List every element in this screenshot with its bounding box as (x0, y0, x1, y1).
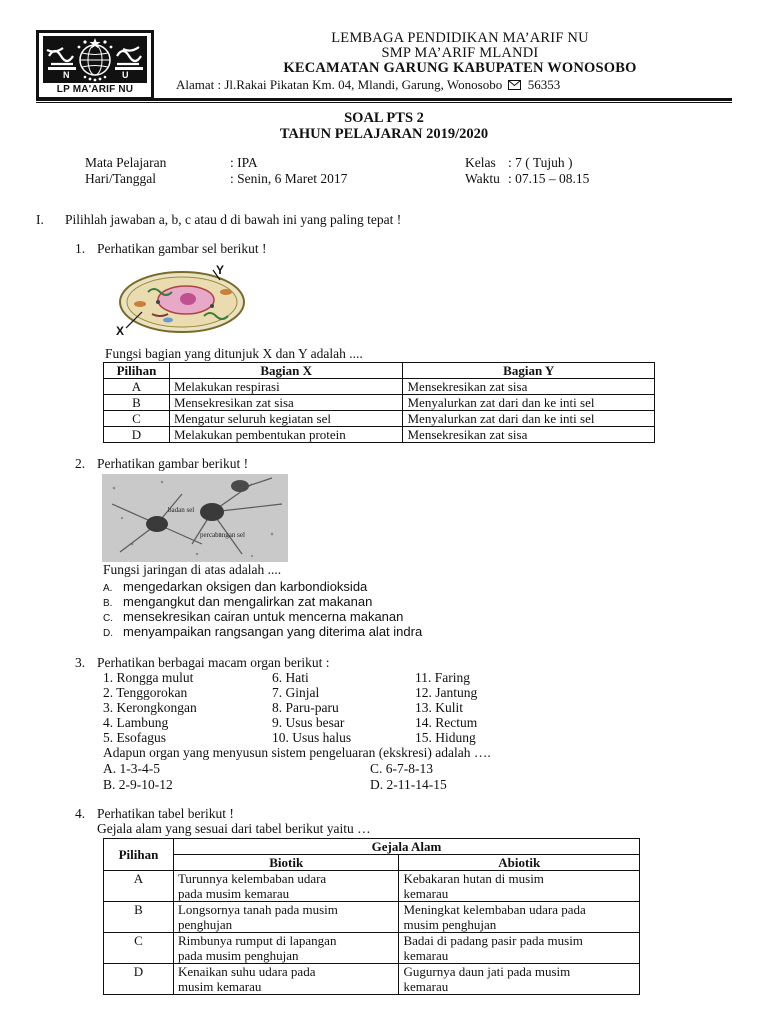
option-letter: D. (103, 628, 113, 639)
choice-letter: A (104, 379, 170, 395)
q3-question: Adapun organ yang menyusun sistem pengeluaran (ekskresi) adalah …. (103, 745, 491, 760)
choice-letter: C (104, 933, 174, 964)
class-label: Kelas (465, 155, 496, 170)
biotik-cell (173, 964, 399, 995)
cell-line: musim penghujan (403, 917, 497, 932)
class-value: : 7 ( Tujuh ) (508, 155, 573, 170)
bagian-x-cell: Mengatur seluruh kegiatan sel (169, 411, 403, 427)
cell-line: Turunnya kelembaban udara (177, 871, 327, 886)
organ-item: 10. Usus halus (272, 730, 352, 745)
bagian-x-cell: Melakukan pembentukan protein (169, 427, 403, 443)
q1-text: Perhatikan gambar sel berikut ! (97, 241, 267, 256)
choice-letter: C (104, 411, 170, 427)
cell-line: musim kemarau (177, 979, 262, 994)
school-logo (36, 30, 154, 100)
subject-value: : IPA (230, 155, 258, 170)
option-text: menyampaikan rangsangan yang diterima alat indra (123, 624, 423, 639)
neuron-micrograph (102, 474, 288, 562)
academic-year: TAHUN PELAJARAN 2019/2020 (279, 126, 489, 142)
q2-question: Fungsi jaringan di atas adalah .... (103, 562, 282, 577)
option-text: mengangkut dan mengalirkan zat makanan (123, 594, 373, 609)
table-row (104, 379, 655, 395)
cell-label-y: Y (216, 263, 225, 277)
abiotik-cell (399, 902, 640, 933)
organ-item: 12. Jantung (415, 685, 478, 700)
q3-option-a[interactable]: A. 1-3-4-5 (103, 761, 160, 776)
cell-label-x: X (116, 324, 125, 338)
q2-option-d[interactable] (103, 624, 422, 640)
option-text: mengedarkan oksigen dan karbondioksida (123, 579, 368, 594)
cell-line: Meningkat kelembaban udara pada (403, 902, 586, 917)
cell-line: penghujan (177, 917, 233, 932)
choice-letter: A (104, 871, 174, 902)
abiotik-cell (399, 964, 640, 995)
logo-letter-n: N (63, 70, 70, 80)
cell-line: kemarau (403, 948, 449, 963)
header-gejala-alam: Gejala Alam (173, 839, 639, 855)
q4-number: 4. (75, 806, 86, 821)
organ-item: 8. Paru-paru (272, 700, 339, 715)
cell-line: Kebakaran hutan di musim (403, 871, 544, 886)
header-abiotik: Abiotik (399, 855, 640, 871)
bagian-y-cell: Menyalurkan zat dari dan ke inti sel (403, 411, 655, 427)
table-row (104, 871, 640, 902)
option-text: mensekresikan cairan untuk mencerna makanan (123, 609, 404, 624)
organ-item: 13. Kulit (415, 700, 464, 715)
image-label-cell-body: badan sel (168, 506, 195, 514)
image-label-branch: percabangan sel (200, 531, 245, 539)
date-label: Hari/Tanggal (85, 171, 157, 186)
table-row (104, 427, 655, 443)
biotik-cell (173, 933, 399, 964)
cell-line: Gugurnya daun jati pada musim (403, 964, 571, 979)
q2-option-c[interactable] (103, 609, 403, 625)
organ-item: 3. Kerongkongan (103, 700, 197, 715)
header-divider-thin (36, 102, 732, 103)
biotik-cell (173, 902, 399, 933)
bagian-y-cell: Menyalurkan zat dari dan ke inti sel (403, 395, 655, 411)
table-row (104, 411, 655, 427)
organ-item: 7. Ginjal (272, 685, 320, 700)
animal-cell-image (108, 262, 258, 338)
q4-text: Perhatikan tabel berikut ! (97, 806, 234, 821)
organ-item: 1. Rongga mulut (103, 670, 194, 685)
cell-line: kemarau (403, 979, 449, 994)
organ-item: 11. Faring (415, 670, 470, 685)
q3-text: Perhatikan berbagai macam organ berikut : (97, 655, 330, 670)
q2-option-a[interactable] (103, 579, 367, 595)
institution-name: LEMBAGA PENDIDIKAN MA’ARIF NU (331, 30, 589, 46)
q4-answer-table (103, 838, 640, 995)
cell-line: Longsornya tanah pada musim (177, 902, 338, 917)
logo-emblem (43, 36, 147, 83)
date-value: : Senin, 6 Maret 2017 (230, 171, 348, 186)
organ-item: 5. Esofagus (103, 730, 166, 745)
subject-label: Mata Pelajaran (85, 155, 167, 170)
organ-item: 4. Lambung (103, 715, 169, 730)
q1-question: Fungsi bagian yang ditunjuk X dan Y adalah .... (105, 346, 363, 361)
section-number: I. (36, 212, 44, 227)
header-bagian-x: Bagian X (169, 363, 403, 379)
bagian-y-cell: Mensekresikan zat sisa (403, 427, 655, 443)
choice-letter: D (104, 427, 170, 443)
choice-letter: B (104, 902, 174, 933)
time-label: Waktu (465, 171, 500, 186)
school-name: SMP MA’ARIF MLANDI (381, 45, 539, 61)
table-row (104, 964, 640, 995)
q3-option-d[interactable]: D. 2-11-14-15 (370, 777, 447, 792)
option-letter: B. (103, 598, 113, 609)
header-pilihan: Pilihan (104, 839, 174, 871)
bagian-x-cell: Mensekresikan zat sisa (169, 395, 403, 411)
postal-code: 56353 (527, 77, 561, 92)
q3-option-b[interactable]: B. 2-9-10-12 (103, 777, 173, 792)
abiotik-cell (399, 871, 640, 902)
district-name: KECAMATAN GARUNG KABUPATEN WONOSOBO (283, 60, 637, 76)
organ-item: 15. Hidung (415, 730, 476, 745)
q2-text: Perhatikan gambar berikut ! (97, 456, 249, 471)
table-row (104, 902, 640, 933)
cell-line: Rimbunya rumput di lapangan (177, 933, 337, 948)
cell-line: pada musim kemarau (177, 886, 290, 901)
header-pilihan: Pilihan (104, 363, 170, 379)
section-instruction: Pilihlah jawaban a, b, c atau d di bawah ini yang paling tepat ! (65, 212, 402, 227)
q1-answer-table (103, 362, 655, 443)
choice-letter: B (104, 395, 170, 411)
cell-diagram (108, 262, 258, 338)
cell-line: pada musim penghujan (177, 948, 299, 963)
organ-item: 9. Usus besar (272, 715, 345, 730)
q4-question: Gejala alam yang sesuai dari tabel berikut yaitu … (97, 821, 371, 836)
table-header-row (104, 363, 655, 379)
header-divider-thick (36, 98, 732, 101)
cell-line: kemarau (403, 886, 449, 901)
time-value: : 07.15 – 08.15 (508, 171, 590, 186)
nerve-tissue-image (102, 474, 288, 562)
table-row (104, 395, 655, 411)
option-letter: A. (103, 583, 113, 594)
organ-item: 6. Hati (272, 670, 309, 685)
abiotik-cell (399, 933, 640, 964)
biotik-cell (173, 871, 399, 902)
school-address (176, 77, 560, 93)
cell-line: Kenaikan suhu udara pada (177, 964, 316, 979)
table-header-row (104, 839, 640, 855)
bagian-y-cell: Mensekresikan zat sisa (403, 379, 655, 395)
organ-item: 2. Tenggorokan (103, 685, 188, 700)
q1-number: 1. (75, 241, 86, 256)
header-bagian-y: Bagian Y (403, 363, 655, 379)
table-subheader-row (104, 855, 640, 871)
q3-option-c[interactable]: C. 6-7-8-13 (370, 761, 433, 776)
q3-number: 3. (75, 655, 86, 670)
option-letter: C. (103, 613, 113, 624)
logo-caption: LP MA'ARIF NU (56, 84, 134, 95)
q2-option-b[interactable] (103, 594, 372, 610)
nu-emblem-icon (43, 36, 147, 83)
exam-title: SOAL PTS 2 (344, 110, 424, 126)
cell-line: Badai di padang pasir pada musim (403, 933, 583, 948)
mail-icon (508, 80, 521, 90)
logo-letter-u: U (122, 70, 129, 80)
q2-number: 2. (75, 456, 86, 471)
header-biotik: Biotik (173, 855, 399, 871)
bagian-x-cell: Melakukan respirasi (169, 379, 403, 395)
organ-item: 14. Rectum (415, 715, 478, 730)
address-text: Alamat : Jl.Rakai Pikatan Km. 04, Mlandi, Garung, Wonosobo (176, 77, 503, 92)
table-row (104, 933, 640, 964)
choice-letter: D (104, 964, 174, 995)
